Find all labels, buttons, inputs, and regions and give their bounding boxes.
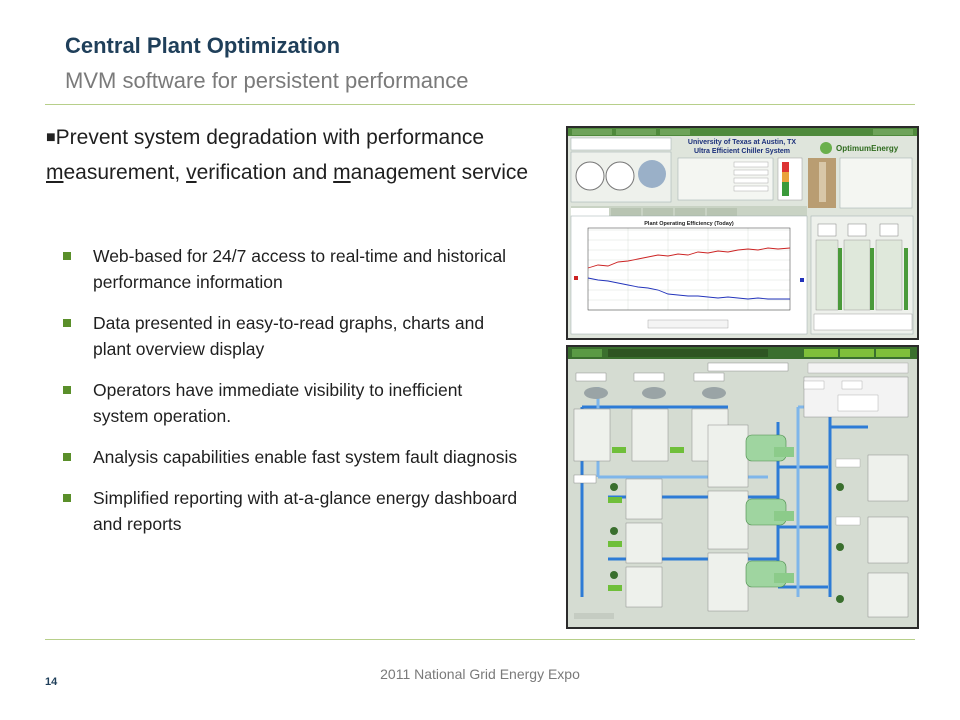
sub-bullet-item	[60, 243, 520, 295]
square-bullet-icon	[63, 252, 71, 260]
main-bullet-text-2: easurement,	[63, 161, 187, 184]
main-bullet-text-1: Prevent system degradation with performance	[55, 126, 485, 149]
dashboard-screenshot	[566, 126, 919, 340]
sub-bullet-item	[60, 310, 520, 362]
sub-bullet-text: Analysis capabilities enable fast system fault diagnosis	[93, 447, 518, 467]
main-bullet-text-4: anagement service	[350, 161, 529, 184]
square-bullet-icon	[63, 453, 71, 461]
plant-overview-screenshot	[566, 345, 919, 629]
sub-bullet-text: Data presented in easy-to-read graphs, charts and plant overview display	[93, 313, 485, 359]
dashboard-heading-2: Ultra Efficient Chiller System	[693, 148, 791, 155]
footer-divider	[45, 639, 915, 640]
sub-bullet-item	[60, 485, 520, 537]
sub-bullet-text: Web-based for 24/7 access to real-time and historical performance information	[93, 246, 507, 292]
square-bullet-icon	[63, 386, 71, 394]
plant-overview-graphic	[568, 347, 917, 627]
dashboard-screenshot-graphic	[568, 128, 917, 338]
optimum-energy-logo: OptimumEnergy	[836, 144, 899, 153]
main-bullet-underline-m2: m	[333, 161, 351, 184]
main-bullet-underline-v: v	[186, 161, 197, 184]
sub-bullet-item	[60, 444, 520, 470]
dashboard-heading-1: University of Texas at Austin, TX	[687, 139, 797, 146]
sub-bullet-item	[60, 377, 520, 429]
sub-bullet-text: Simplified reporting with at-a-glance energy dashboard and reports	[93, 488, 518, 534]
square-bullet-icon	[63, 319, 71, 327]
main-bullet-underline-m1: m	[46, 161, 64, 184]
sub-bullet-list	[60, 243, 520, 552]
efficiency-chart-title: Plant Operating Efficiency (Today)	[644, 221, 734, 227]
slide-subtitle: MVM software for persistent performance	[65, 68, 469, 93]
main-bullet-marker: ■	[46, 129, 56, 146]
main-bullet	[46, 120, 536, 190]
page-number: 14	[45, 676, 58, 688]
header-divider	[45, 104, 915, 105]
square-bullet-icon	[63, 494, 71, 502]
footer-event: 2011 National Grid Energy Expo	[380, 666, 580, 682]
slide-title: Central Plant Optimization	[65, 33, 341, 58]
sub-bullet-text: Operators have immediate visibility to inefficient system operation.	[93, 380, 463, 426]
main-bullet-text-3: erification and	[196, 161, 334, 184]
